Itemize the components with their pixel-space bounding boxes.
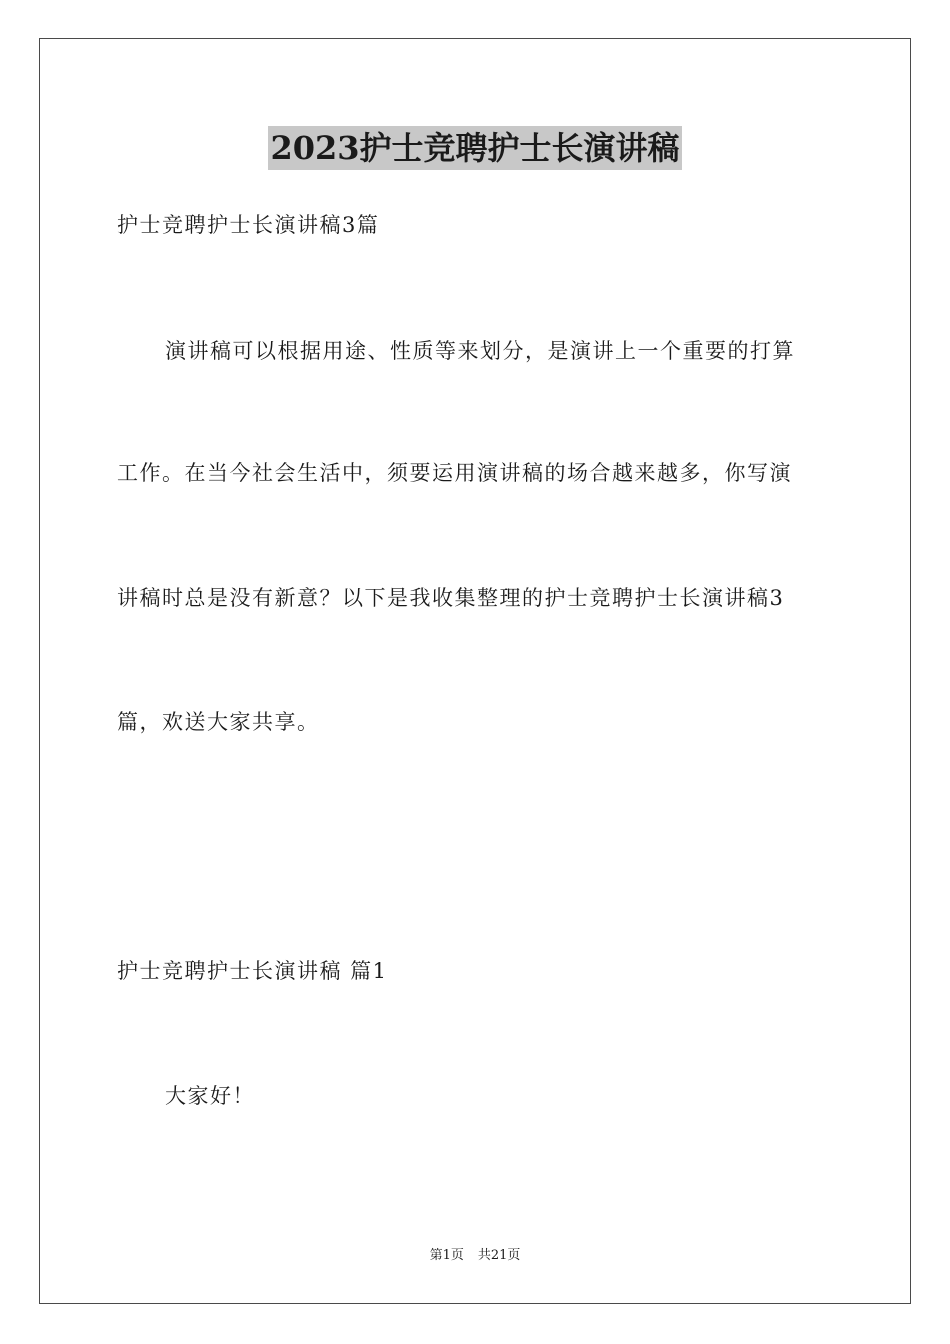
title-container	[0, 126, 950, 170]
document-title: 2023护士竞聘护士长演讲稿	[268, 126, 681, 170]
page-number: 第1页	[429, 1248, 464, 1263]
section-heading: 护士竞聘护士长演讲稿 篇1	[117, 959, 388, 983]
greeting-text: 大家好！	[165, 1084, 255, 1108]
document-subtitle: 护士竞聘护士长演讲稿3篇	[117, 213, 380, 237]
intro-line-2: 工作。在当今社会生活中，须要运用演讲稿的场合越来越多，你写演	[117, 461, 792, 485]
intro-line-1: 演讲稿可以根据用途、性质等来划分，是演讲上一个重要的打算	[165, 339, 795, 363]
intro-line-3: 讲稿时总是没有新意？以下是我收集整理的护士竞聘护士长演讲稿3	[117, 586, 785, 610]
page-footer	[0, 1247, 950, 1265]
page-total: 共21页	[477, 1248, 521, 1263]
intro-line-4: 篇，欢送大家共享。	[117, 710, 320, 734]
